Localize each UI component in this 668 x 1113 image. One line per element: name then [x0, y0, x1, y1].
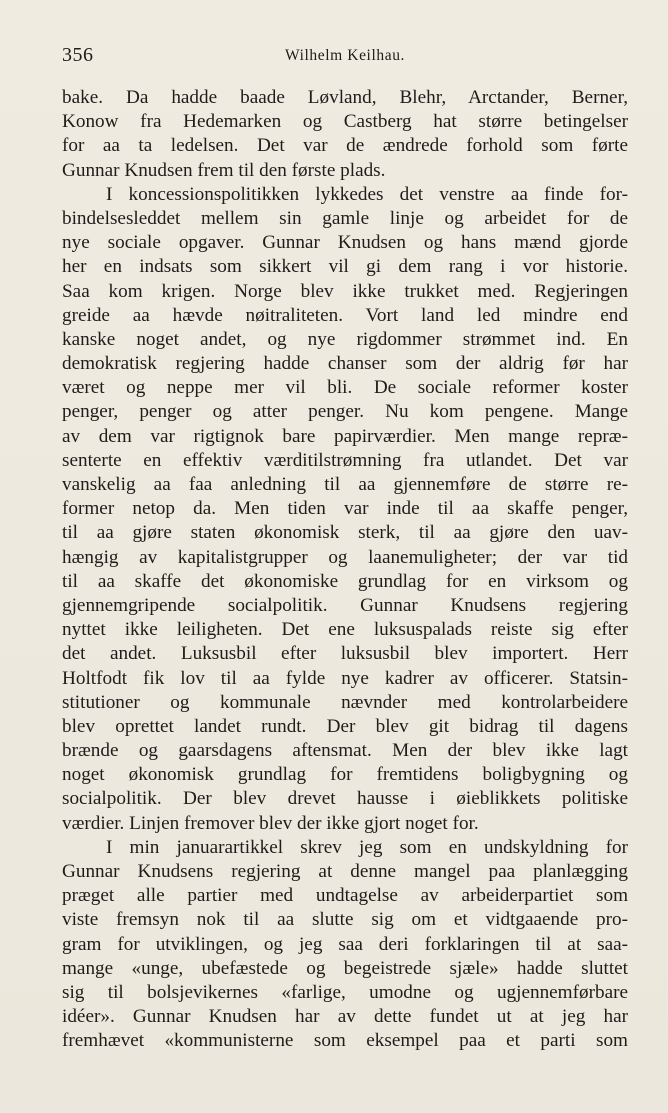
text-line: til aa skaffe det økonomiske grundlag for en virksom og — [62, 570, 628, 592]
text-line: gjennemgripende socialpolitik. Gunnar Knudsens regjering — [62, 594, 628, 616]
text-line: blev oprettet landet rundt. Der blev git bidrag til dagens — [62, 715, 628, 737]
text-line: penger, penger og atter penger. Nu kom pengene. Mange — [62, 401, 628, 423]
text-line: bindelsesleddet mellem sin gamle linje og arbeidet for de — [62, 207, 628, 229]
body-text — [62, 86, 628, 1054]
text-line: sig til bolsjevikernes «farlige, umodne og ugjennemførbare — [62, 981, 628, 1003]
text-line: mange «unge, ubefæstede og begeistrede sjæle» hadde sluttet — [62, 957, 628, 979]
text-line: det andet. Luksusbil efter luksusbil blev importert. Herr — [62, 643, 628, 665]
text-line: idéer». Gunnar Knudsen har av dette fundet ut at jeg har — [62, 1006, 628, 1028]
text-line: Saa kom krigen. Norge blev ikke trukket med. Regjeringen — [62, 280, 628, 302]
text-line: været og neppe mer vil bli. De sociale reformer koster — [62, 377, 628, 399]
text-line: præget alle partier med undtagelse av arbeiderpartiet som — [62, 885, 628, 907]
page-header — [62, 44, 628, 70]
text-line: Holtfodt fik lov til aa fylde nye kadrer av officerer. Statsin- — [62, 667, 628, 689]
text-line: for aa ta ledelsen. Det var de ændrede forhold som førte — [62, 135, 628, 157]
text-line: Gunnar Knudsens regjering at denne mangel paa planlægging — [62, 861, 628, 882]
text-line: nyttet ikke leiligheten. Det ene luksuspalads reiste sig efter — [62, 619, 628, 641]
text-line: Konow fra Hedemarken og Castberg hat større betingelser — [62, 111, 628, 133]
text-line: kanske noget andet, og nye rigdommer strømmet ind. En — [62, 328, 628, 350]
text-line: socialpolitik. Der blev drevet hausse i øieblikkets politiske — [62, 788, 628, 810]
text-line: demokratisk regjering hadde chanser som der aldrig før har — [62, 353, 628, 375]
text-line: værdier. Linjen fremover blev der ikke gjort noget for. — [62, 812, 479, 834]
text-line: I min januarartikkel skrev jeg som en undskyldning for — [106, 836, 628, 858]
text-line: senterte en effektiv værditilstrømning fra utlandet. Det var — [62, 449, 628, 471]
text-line: bake. Da hadde baade Løvland, Blehr, Arctander, Berner, — [62, 87, 628, 108]
text-line: nye sociale opgaver. Gunnar Knudsen og hans mænd gjorde — [62, 232, 628, 254]
page-number: 356 — [62, 44, 94, 66]
running-head: Wilhelm Keilhau. — [284, 47, 406, 64]
text-line: viste fremsyn nok til aa slutte sig om et vidtgaaende pro- — [62, 909, 628, 931]
text-line: gram for utviklingen, og jeg saa deri forklaringen til at saa- — [62, 933, 628, 955]
text-line: fremhævet «kommunisterne som eksempel paa et parti som — [62, 1030, 628, 1052]
text-line: av dem var rigtignok bare papirværdier. Men mange repræ- — [62, 425, 628, 447]
text-line: vanskelig aa faa anledning til aa gjennemføre de større re- — [62, 474, 628, 495]
text-line: greide aa hævde nøitraliteten. Vort land led mindre end — [62, 304, 628, 326]
text-line: noget økonomisk grundlag for fremtidens boligbygning og — [62, 764, 628, 786]
text-line: til aa gjøre staten økonomisk sterk, til aa gjøre den uav- — [62, 522, 628, 544]
text-line: former netop da. Men tiden var inde til aa skaffe penger, — [62, 498, 628, 520]
text-line: hængig av kapitalistgrupper og laanemuligheter; der var tid — [62, 546, 628, 568]
text-line: her en indsats som sikkert vil gi dem rang i vor historie. — [62, 256, 628, 278]
text-line: brænde og gaarsdagens aftensmat. Men der blev ikke lagt — [62, 740, 628, 762]
text-line: I koncessionspolitikken lykkedes det venstre aa finde for- — [106, 183, 628, 205]
text-line: Gunnar Knudsen frem til den første plads. — [62, 159, 386, 181]
text-line: stitutioner og kommunale nævnder med kontrolarbeidere — [62, 691, 628, 713]
